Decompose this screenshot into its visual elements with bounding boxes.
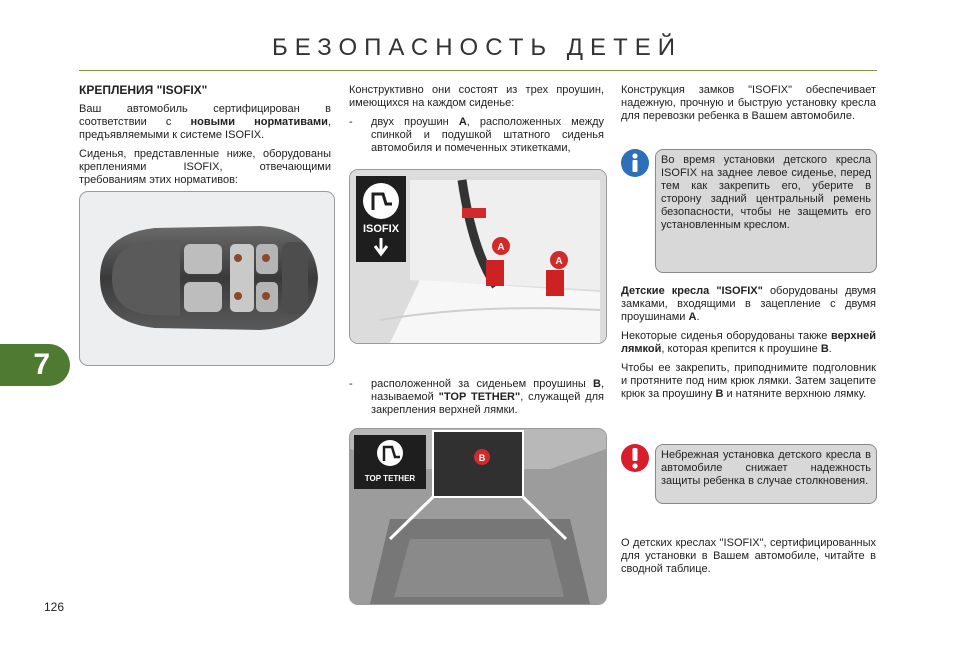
marker-a-left: A	[497, 242, 505, 253]
seat-anchors-image	[349, 169, 607, 344]
page-number: 126	[44, 600, 65, 614]
paragraph-intro: Конструктивно они состоят из трех проушин, имеющихся на каждом сиденье:	[349, 84, 604, 109]
top-tether-image	[349, 428, 607, 605]
list-item-anchor-b: - расположенной за сиденьем проушины B, называемой "TOP TETHER", служащей для закрепления верхней лямки.	[349, 378, 605, 416]
top-tether-label: TOP TETHER	[364, 474, 416, 483]
paragraph-isofix-seats: Детские кресла "ISOFIX" оборудованы двумя замками, входящими в зацепление с двумя проушинами A.	[621, 285, 876, 323]
warning-icon	[620, 443, 650, 473]
info-note-box: Во время установки детского кресла ISOFIX на заднее левое сиденье, перед тем как закрепить его, уберите в сторону задний центральный ремень безопасности, чтобы не защемить его установленным креслом.	[655, 149, 877, 273]
paragraph-summary-table: О детских креслах "ISOFIX", сертифицированных для установки в Вашем автомобиле, читайте в сводной таблице.	[621, 537, 876, 575]
column-right-bottom	[621, 537, 876, 582]
isofix-label: ISOFIX	[362, 223, 400, 235]
paragraph-construction: Конструкция замков "ISOFIX" обеспечивает надежную, прочную и быструю установку кресла для перевозки ребенка в Вашем автомобиле.	[621, 84, 876, 122]
title-divider	[79, 70, 877, 71]
car-top-view-image	[79, 191, 335, 366]
info-icon	[620, 148, 650, 178]
paragraph-top-strap: Некоторые сиденья оборудованы также верхней лямкой, которая крепится к проушине B.	[621, 330, 876, 355]
column-middle	[349, 84, 604, 155]
paragraph-certification: Ваш автомобиль сертифицирован в соответствии с новыми нормативами, предъявляемыми к системе ISOFIX.	[79, 103, 331, 141]
paragraph-seats: Сиденья, представленные ниже, оборудованы креплениями ISOFIX, отвечающими требованиям этих нормативов:	[79, 148, 331, 186]
marker-a-right: A	[555, 256, 563, 267]
marker-b: B	[478, 453, 486, 463]
warning-note-box: Небрежная установка детского кресла в автомобиле снижает надежность защиты ребенка в случае столкновения.	[655, 444, 877, 504]
list-item-anchors-a: - двух проушин A, расположенных между спинкой и подушкой штатного сиденья автомобиля и помеченных этикетками,	[349, 116, 604, 154]
paragraph-attach: Чтобы ее закрепить, приподнимите подголовник и протяните под ним крюк лямки. Затем зацепите крюк за проушину B и натяните верхнюю лямку.	[621, 362, 876, 400]
page-title: БЕЗОПАСНОСТЬ ДЕТЕЙ	[272, 34, 682, 61]
column-middle-lower	[349, 378, 604, 417]
column-right	[621, 84, 876, 129]
column-right-middle	[621, 285, 876, 407]
chapter-tab: 7	[0, 344, 70, 386]
column-left	[79, 84, 331, 193]
section-heading: КРЕПЛЕНИЯ "ISOFIX"	[79, 83, 208, 97]
